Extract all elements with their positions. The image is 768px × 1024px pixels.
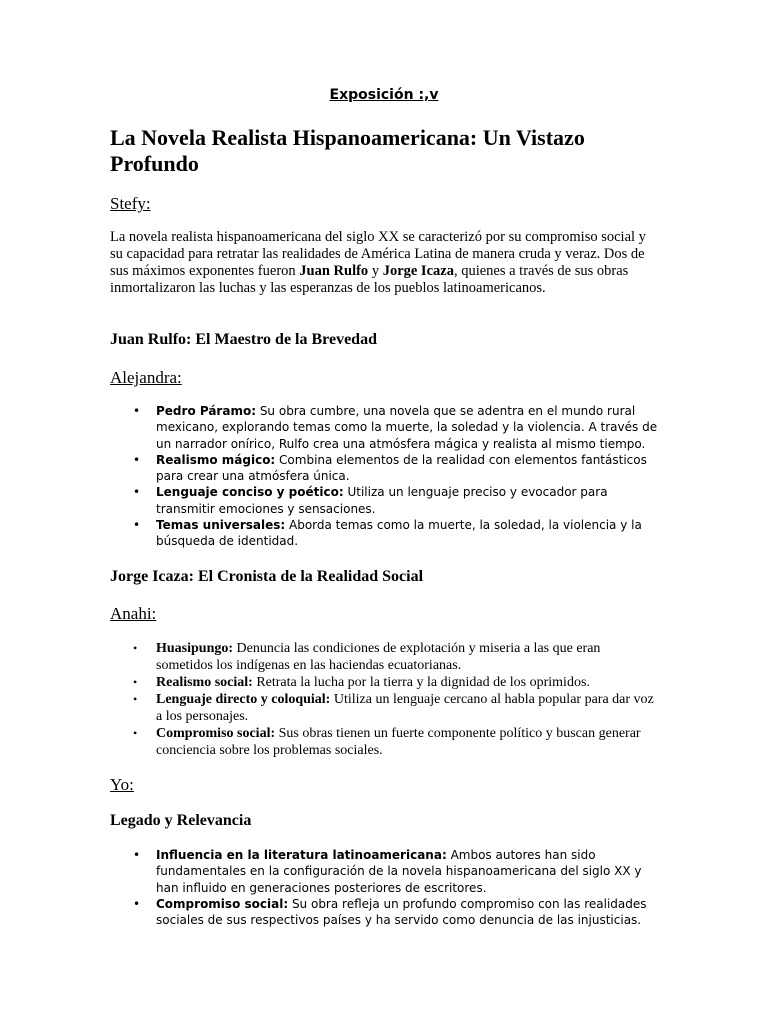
legado-list: [110, 847, 660, 928]
list-item: • Temas universales: Aborda temas como la muerte, la soledad, la violencia y la búsqueda de identidad.: [133, 518, 642, 549]
document-title: Exposición :,v: [329, 87, 439, 103]
list-item: • Huasipungo: Denuncia las condiciones de explotación y miseria a las que eran sometidos los indígenas en las haciendas ecuatorianas.: [133, 641, 601, 673]
list-item: • Lenguaje conciso y poético: Utiliza un lenguaje preciso y evocador para transmitir emociones y sensaciones.: [133, 485, 608, 516]
list-item: • Compromiso social: Su obra refleja un profundo compromiso con las realidades sociales de sus respectivos países y ha servido como denuncia de las injusticias.: [133, 896, 647, 928]
main-heading: La Novela Realista Hispanoamericana: Un Vistazo Profundo: [110, 125, 585, 176]
list-item: • Compromiso social: Sus obras tienen un fuerte componente político y buscan generar conciencia sobre los problemas sociales.: [133, 726, 641, 758]
speaker-alejandra: Alejandra:: [110, 368, 182, 387]
intro-name-rulfo: Juan Rulfo: [299, 263, 369, 279]
speaker-stefy: Stefy:: [110, 194, 151, 213]
speaker-yo: Yo:: [110, 775, 134, 794]
section-heading-rulfo: Juan Rulfo: El Maestro de la Brevedad: [110, 331, 377, 348]
list-item: • Realismo social: Retrata la lucha por la tierra y la dignidad de los oprimidos.: [133, 675, 590, 690]
section-heading-legado: Legado y Relevancia: [110, 812, 252, 829]
speaker-anahi: Anahi:: [110, 604, 157, 623]
rulfo-list: [110, 403, 660, 550]
icaza-list: [110, 640, 660, 759]
intro-paragraph: La novela realista hispanoamericana del siglo XX se caracterizó por su compromiso social y su capacidad para retratar las realidades de América Latina de manera cruda y veraz. Dos de sus máximos exponentes fueron Juan Rulfo y Jorge Icaza, quienes a través de sus obras inmortalizaron las luchas y las esperanzas de los pueblos latinoamericanos.: [110, 229, 646, 296]
intro-name-icaza: Jorge Icaza: [382, 263, 454, 279]
list-item: • Influencia en la literatura latinoamericana: Ambos autores han sido fundamentales en la configuración de la novela hispanoamericana del siglo XX y han influido en generaciones posteriores de escritores.: [133, 848, 642, 895]
section-heading-icaza: Jorge Icaza: El Cronista de la Realidad Social: [110, 568, 424, 585]
list-item: • Pedro Páramo: Su obra cumbre, una novela que se adentra en el mundo rural mexicano, explorando temas como la muerte, la soledad y la violencia. A través de un narrador onírico, Rulfo crea una atmósfera mágica y realista al mismo tiempo.: [133, 404, 658, 451]
list-item: • Realismo mágico: Combina elementos de la realidad con elementos fantásticos para crear una atmósfera única.: [133, 452, 647, 484]
list-item: • Lenguaje directo y coloquial: Utiliza un lenguaje cercano al habla popular para dar voz a los personajes.: [133, 692, 654, 724]
